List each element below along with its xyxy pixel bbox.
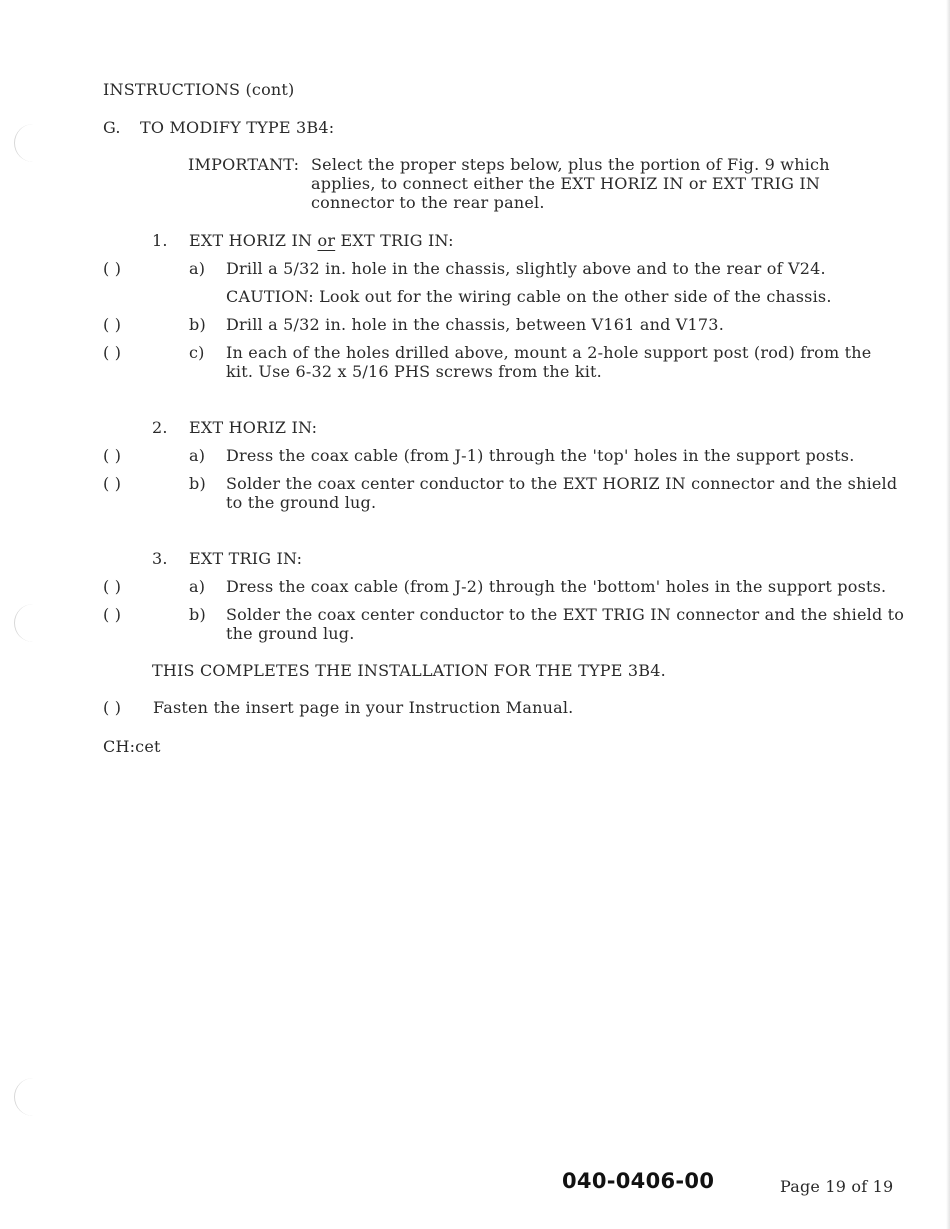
step-1c-line-2: kit. Use 6-32 x 5/16 PHS screws from the kit. <box>226 362 602 381</box>
page-edge <box>946 0 950 1229</box>
step-3-title: EXT TRIG IN: <box>189 549 303 568</box>
document-number: 040-0406-00 <box>562 1169 715 1193</box>
final-step-text: Fasten the insert page in your Instruction Manual. <box>153 698 574 717</box>
step-3a-text: Dress the coax cable (from J-2) through the 'bottom' holes in the support posts. <box>226 577 887 596</box>
step-1c-letter: c) <box>189 343 205 362</box>
step-1c-line-1: In each of the holes drilled above, mount a 2-hole support post (rod) from the <box>226 343 872 362</box>
section-letter: G. <box>103 118 121 137</box>
step-1-title-or: or <box>317 231 336 250</box>
step-3a-letter: a) <box>189 577 206 596</box>
checkbox-3b[interactable]: ( ) <box>103 605 122 624</box>
step-1b-letter: b) <box>189 315 206 334</box>
step-1a-text: Drill a 5/32 in. hole in the chassis, slightly above and to the rear of V24. <box>226 259 826 278</box>
step-2b-line-1: Solder the coax center conductor to the EXT HORIZ IN connector and the shield <box>226 474 898 493</box>
checkbox-1a[interactable]: ( ) <box>103 259 122 278</box>
checkbox-3a[interactable]: ( ) <box>103 577 122 596</box>
important-label: IMPORTANT: <box>188 155 300 174</box>
important-line-2: applies, to connect either the EXT HORIZ IN or EXT TRIG IN <box>311 174 821 193</box>
important-line-3: connector to the rear panel. <box>311 193 545 212</box>
binder-hole-top <box>14 124 35 162</box>
checkbox-2a[interactable]: ( ) <box>103 446 122 465</box>
step-2b-letter: b) <box>189 474 206 493</box>
checkbox-final[interactable]: ( ) <box>103 698 122 717</box>
step-2a-text: Dress the coax cable (from J-1) through the 'top' holes in the support posts. <box>226 446 855 465</box>
caution-note: CAUTION: Look out for the wiring cable on the other side of the chassis. <box>226 287 832 306</box>
checkbox-1c[interactable]: ( ) <box>103 343 122 362</box>
step-1-title-a: EXT HORIZ IN <box>189 231 313 250</box>
step-2-title: EXT HORIZ IN: <box>189 418 318 437</box>
step-2b-line-2: to the ground lug. <box>226 493 377 512</box>
page-header: INSTRUCTIONS (cont) <box>103 80 295 99</box>
step-3b-line-2: the ground lug. <box>226 624 355 643</box>
step-3b-letter: b) <box>189 605 206 624</box>
step-2-number: 2. <box>152 418 168 437</box>
step-1-title <box>189 231 454 250</box>
step-1-number: 1. <box>152 231 168 250</box>
checkbox-2b[interactable]: ( ) <box>103 474 122 493</box>
page-number: Page 19 of 19 <box>780 1177 894 1196</box>
step-2a-letter: a) <box>189 446 206 465</box>
checkbox-1b[interactable]: ( ) <box>103 315 122 334</box>
important-line-1: Select the proper steps below, plus the portion of Fig. 9 which <box>311 155 830 174</box>
binder-hole-middle <box>14 604 35 642</box>
completion-note: THIS COMPLETES THE INSTALLATION FOR THE TYPE 3B4. <box>152 661 666 680</box>
step-1a-letter: a) <box>189 259 206 278</box>
step-1-title-b: EXT TRIG IN: <box>340 231 454 250</box>
step-1b-text: Drill a 5/32 in. hole in the chassis, between V161 and V173. <box>226 315 724 334</box>
section-title: TO MODIFY TYPE 3B4: <box>140 118 335 137</box>
step-3b-line-1: Solder the coax center conductor to the EXT TRIG IN connector and the shield to <box>226 605 905 624</box>
author-initials: CH:cet <box>103 737 161 756</box>
binder-hole-bottom <box>14 1078 35 1116</box>
step-3-number: 3. <box>152 549 168 568</box>
